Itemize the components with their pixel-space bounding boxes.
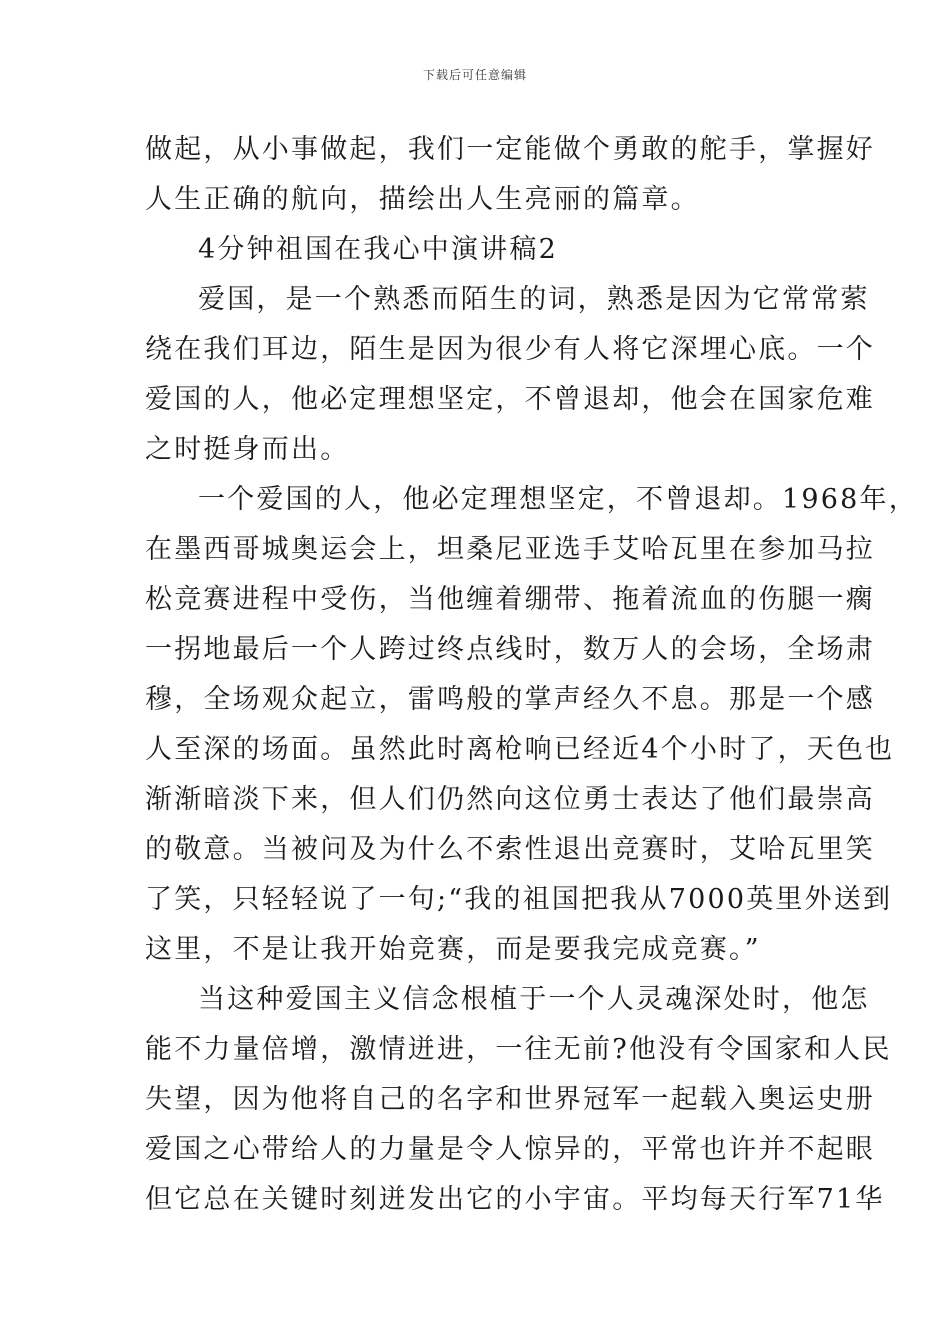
text-line: 爱国，是一个熟悉而陌生的词，熟悉是因为它常常萦: [198, 284, 870, 315]
text-line: 人至深的场面。虽然此时离枪响已经近4个小时了，天色也: [145, 734, 895, 765]
text-line: 但它总在关键时刻迸发出它的小宇宙。平均每天行军71华: [145, 1184, 885, 1215]
text-line: 的敬意。当被问及为什么不索性退出竞赛时，艾哈瓦里笑: [145, 834, 875, 865]
text-line: 了笑，只轻轻说了一句;“我的祖国把我从7000英里外送到: [145, 884, 893, 915]
text-line: 爱国之心带给人的力量是令人惊异的，平常也许并不起眼: [145, 1134, 875, 1165]
text-line: 渐渐暗淡下来，但人们仍然向这位勇士表达了他们最崇高: [145, 784, 875, 815]
text-line: 松竞赛进程中受伤，当他缠着绷带、拖着流血的伤腿一瘸: [145, 584, 875, 615]
text-line: 之时挺身而出。: [145, 434, 350, 465]
text-line: 一个爱国的人，他必定理想坚定，不曾退却。1968年，: [198, 484, 918, 515]
text-line: 绕在我们耳边，陌生是因为很少有人将它深埋心底。一个: [145, 334, 875, 365]
page-header: 下载后可任意编辑: [422, 68, 527, 82]
text-line: 穆，全场观众起立，雷鸣般的掌声经久不息。那是一个感: [145, 684, 875, 715]
text-line: 在墨西哥城奥运会上，坦桑尼亚选手艾哈瓦里在参加马拉: [145, 534, 875, 565]
text-line: 失望，因为他将自己的名字和世界冠军一起载入奥运史册: [145, 1084, 875, 1115]
text-line: 当这种爱国主义信念根植于一个人灵魂深处时，他怎: [198, 984, 870, 1015]
text-line: 做起，从小事做起，我们一定能做个勇敢的舵手，掌握好: [145, 134, 875, 165]
text-line: 这里，不是让我开始竞赛，而是要我完成竞赛。”: [145, 934, 761, 965]
text-line: 爱国的人，他必定理想坚定，不曾退却，他会在国家危难: [145, 384, 875, 415]
text-line: 一拐地最后一个人跨过终点线时，数万人的会场，全场肃: [145, 634, 875, 665]
section-title: 4分钟祖国在我心中演讲稿2: [198, 234, 558, 265]
text-line: 能不力量倍增，激情迸进，一往无前?他没有令国家和人民: [145, 1034, 892, 1065]
text-line: 人生正确的航向，描绘出人生亮丽的篇章。: [145, 184, 700, 215]
